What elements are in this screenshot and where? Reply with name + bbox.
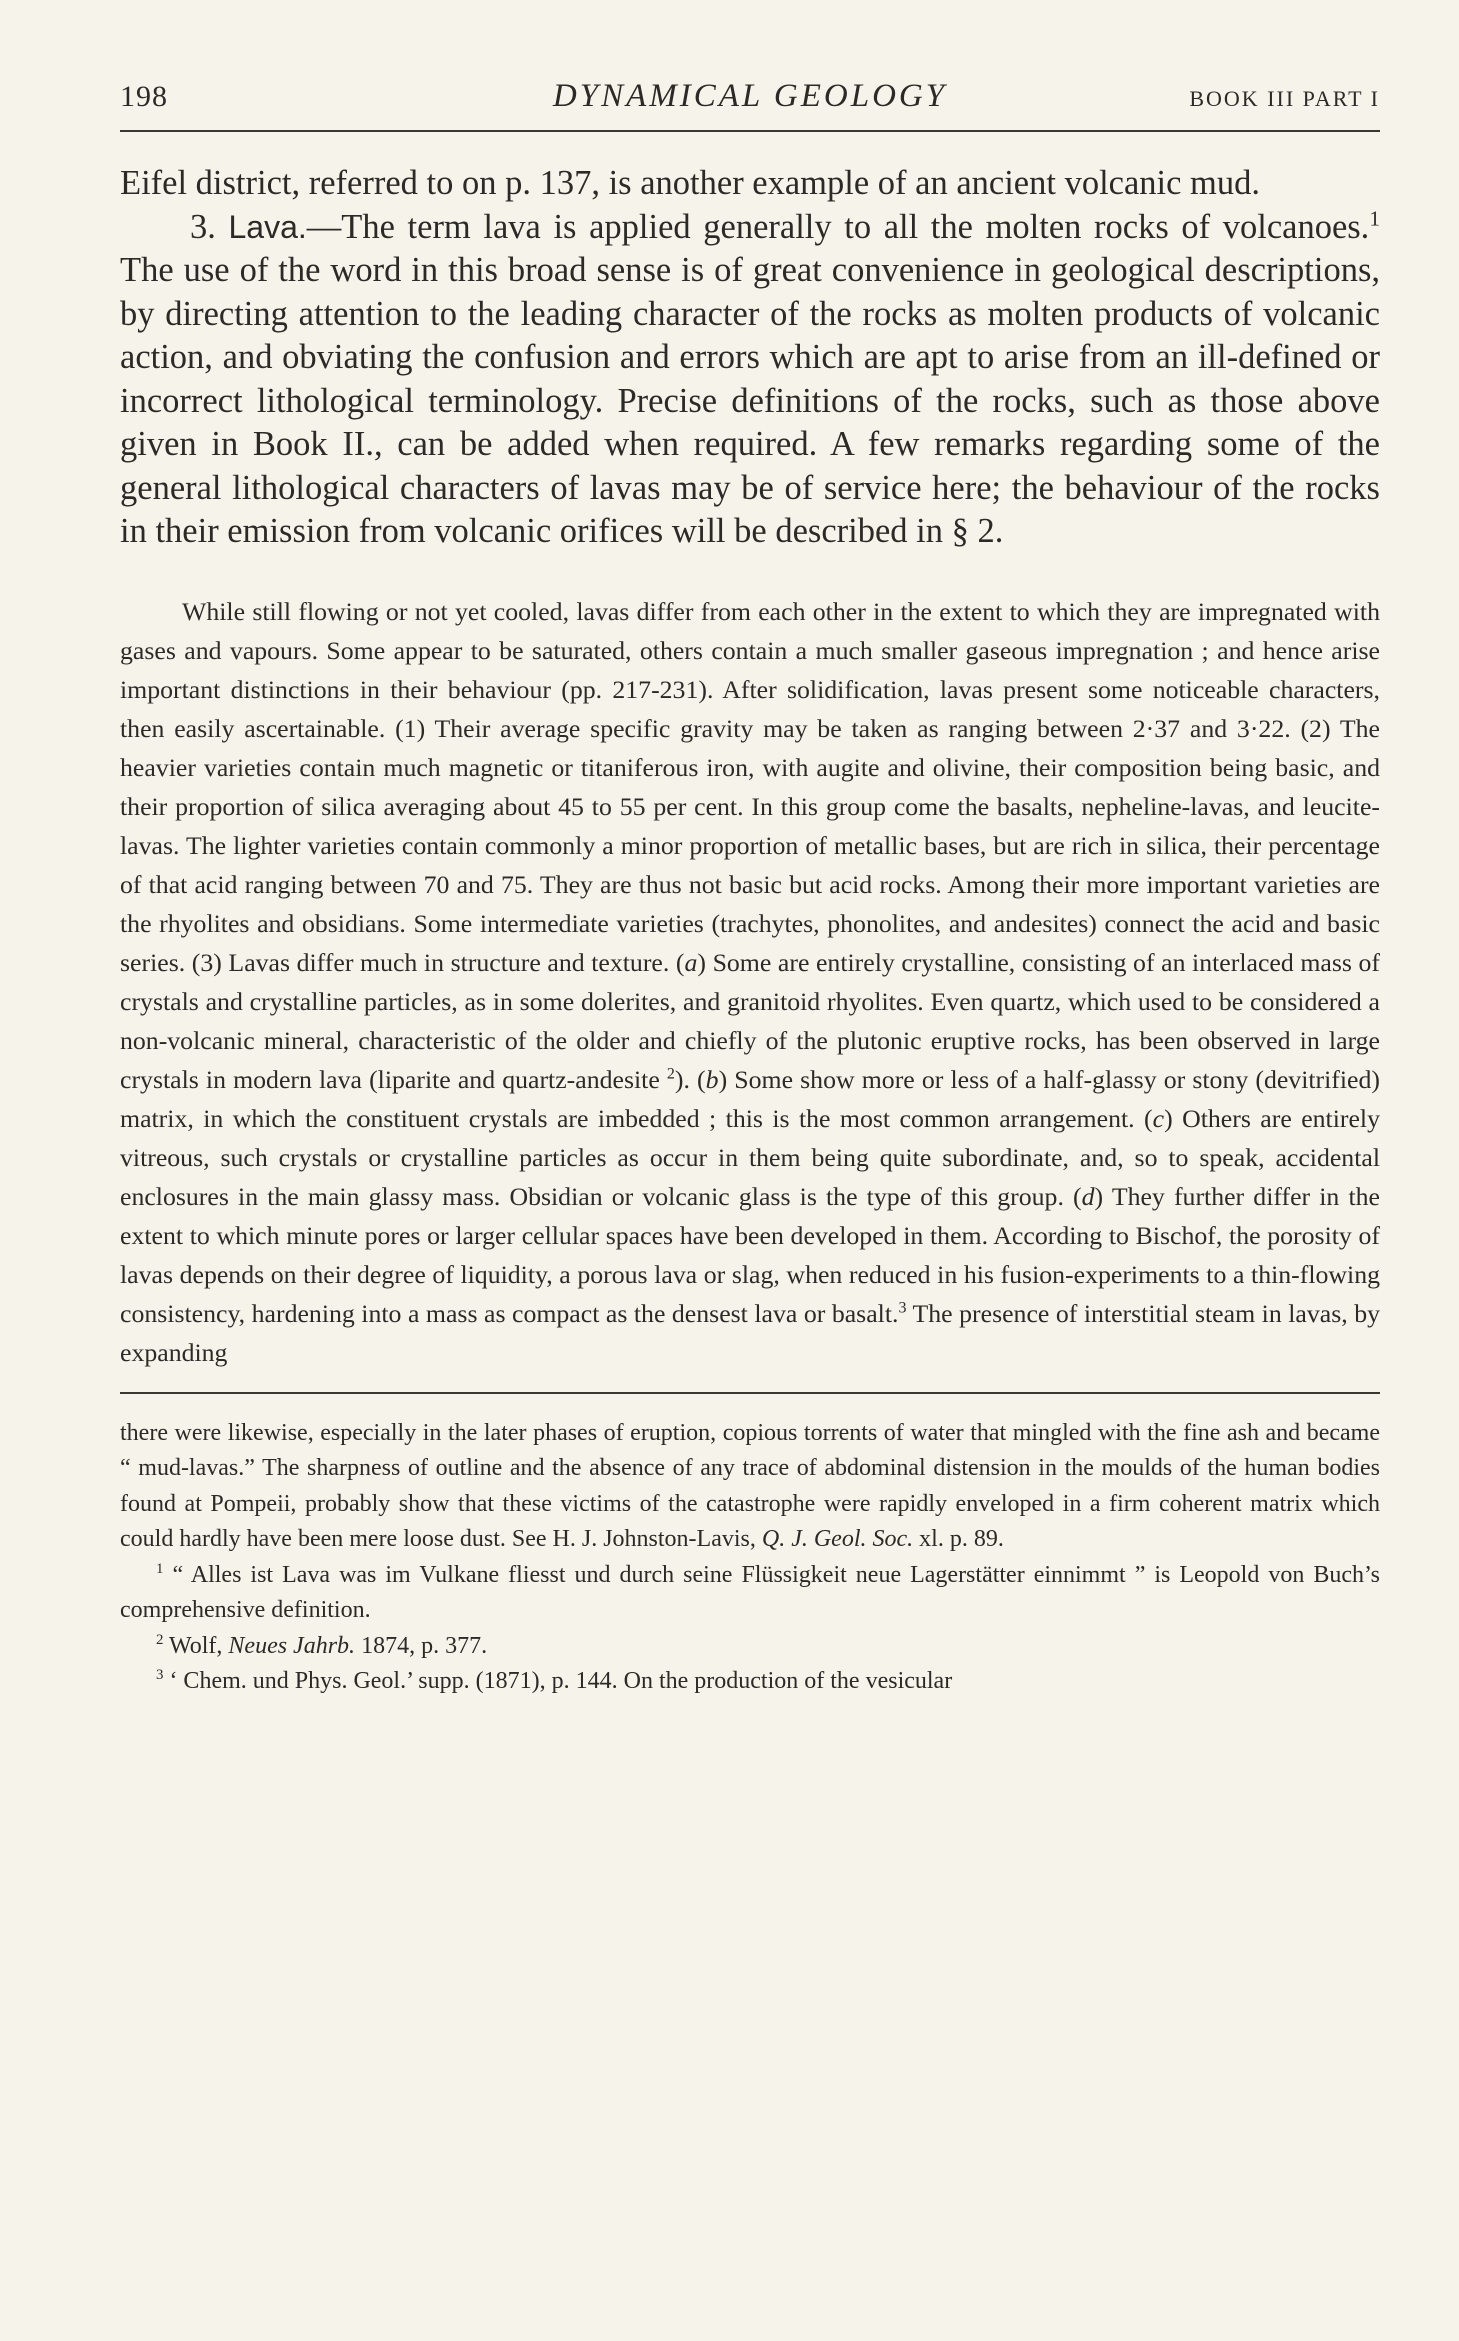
text-run: there were likewise, especially in the later phases of eruption, copious torrents of water that mingled with the fine ash and became “ mud-lavas.” The sharpness of outline and the absence of any trace of abdominal distension in the moulds of the human bodies found at Pompeii, probably show that these victims of the catastrophe were rapidly enveloped in a firm coherent matrix which could hardly have been mere loose dust. See H. J. Johnston-Lavis,: [120, 1419, 1380, 1552]
lava-text-b: The use of the word in this broad sense is of great convenience in geological descriptions, by directing attention to the leading character of the rocks as molten products of volcanic action, and obviating the confusion and errors which are apt to arise from an ill-defined or incorrect lithological terminology. Precise definitions of the rocks, such as those above given in Book II., can be added when required. A few remarks regarding some of the general lithological characters of lavas may be of service here; the behaviour of the rocks in their emission from volcanic orifices will be described in § 2.: [120, 251, 1380, 550]
page-number: 198: [120, 80, 168, 113]
footnote-2: [120, 1629, 1380, 1665]
journal-citation: Neues Jahrb.: [228, 1632, 356, 1659]
small-print-section: [120, 592, 1380, 1372]
book-part-label: BOOK III PART I: [1189, 86, 1380, 111]
running-title: DYNAMICAL GEOLOGY: [552, 78, 948, 114]
footnote-ref-2[interactable]: 2: [666, 1064, 675, 1082]
footnotes: [120, 1416, 1380, 1700]
item-b-marker: b: [705, 1064, 719, 1094]
footnote-ref-1[interactable]: 1: [1369, 206, 1380, 230]
footnote-3-marker: 3: [156, 1667, 164, 1683]
text-run: ) Others are entirely vitreous, such crystals or crystalline particles as occur in them being quite subordinate, and, so to speak, accidental enclosures in the main glassy mass. Obsidian or volcanic glass is the type of this group. (: [120, 1103, 1380, 1211]
journal-citation: Q. J. Geol. Soc.: [761, 1526, 914, 1552]
paragraph-lava-characters: [120, 592, 1380, 1372]
section-heading-lava: Lava.: [228, 208, 307, 245]
text-run: ) They further differ in the extent to which minute pores or larger cellular spaces have been developed in them. According to Bischof, the porosity of lavas depends on their degree of liquidity, a porous lava or slag, when reduced in his fusion-experiments to a thin-flowing consistency, hardening into a mass as compact as the densest lava or basalt.: [120, 1181, 1380, 1328]
footnote-3-text: ‘ Chem. und Phys. Geol.’ supp. (1871), p. 144. On the production of the vesicular: [163, 1668, 953, 1694]
footnote-1-marker: 1: [156, 1560, 164, 1577]
item-a-marker: a: [684, 947, 698, 977]
text-run: Wolf,: [163, 1632, 229, 1659]
text-run: ) Some show more or less of a half-glassy or stony (devitrified) matrix, in which the constituent crystals are imbedded ; this is the most common arrangement. (: [120, 1064, 1380, 1133]
item-d-marker: d: [1081, 1181, 1095, 1211]
page-header: [120, 70, 1380, 132]
footnote-ref-3[interactable]: 3: [898, 1298, 907, 1316]
text-run: 1874, p. 377.: [355, 1632, 488, 1659]
paragraph-eifel: Eifel district, referred to on p. 137, is another example of an ancient volcanic mud.: [120, 164, 1261, 202]
text-run: ) Some are entirely crystalline, consisting of an interlaced mass of crystals and crystalline particles, as in some dolerites, and granitoid rhyolites. Even quartz, which used to be considered a non-volcanic mineral, characteristic of the older and chiefly of the plutonic eruptive rocks, has been observed in large crystals in modern lava (liparite and quartz-andesite: [120, 947, 1380, 1094]
main-text: [120, 162, 1380, 554]
book-page: [120, 70, 1380, 1700]
section-number: 3.: [190, 207, 216, 246]
text-run: xl. p. 89.: [913, 1526, 1004, 1552]
item-c-marker: c: [1152, 1103, 1165, 1133]
footnote-3: [120, 1664, 1380, 1700]
paragraph-lava: [120, 206, 1380, 554]
text-run: While still flowing or not yet cooled, lavas differ from each other in the extent to which they are impregnated with gases and vapours. Some appear to be saturated, others contain a much smaller gaseous impregnation ; and hence arise important distinctions in their behaviour (pp. 217-231). After solidification, lavas present some noticeable characters, then easily ascertainable. (1) Their average specific gravity may be taken as ranging between 2·37 and 3·22. (2) The heavier varieties contain much magnetic or titaniferous iron, with augite and olivine, their composition being basic, and their proportion of silica averaging about 45 to 55 per cent. In this group come the basalts, nepheline-lavas, and leucite-lavas. The lighter varieties contain commonly a minor proportion of metallic bases, but are rich in silica, their percentage of that acid ranging between 70 and 75. They are thus not basic but acid rocks. Among their more important varieties are the rhyolites and obsidians. Some intermediate varieties (trachytes, phonolites, and andesites) connect the acid and basic series. (3) Lavas differ much in structure and texture. (: [120, 596, 1380, 977]
text-run: ). (: [674, 1064, 706, 1094]
footnote-1-text: “ Alles ist Lava was im Vulkane fliesst und durch seine Flüssigkeit neue Lagerstätter einnimmt ” is Leopold von Buch’s comprehensive definition.: [120, 1561, 1380, 1623]
lava-text-a: —The term lava is applied generally to all the molten rocks of volcanoes.: [306, 207, 1370, 246]
footnote-continuation: [120, 1416, 1380, 1558]
footnote-2-marker: 2: [156, 1631, 164, 1648]
text-run: The presence of interstitial steam in lavas, by expanding: [120, 1298, 1380, 1367]
footnote-1: [120, 1558, 1380, 1629]
footnote-divider: [120, 1392, 1380, 1394]
